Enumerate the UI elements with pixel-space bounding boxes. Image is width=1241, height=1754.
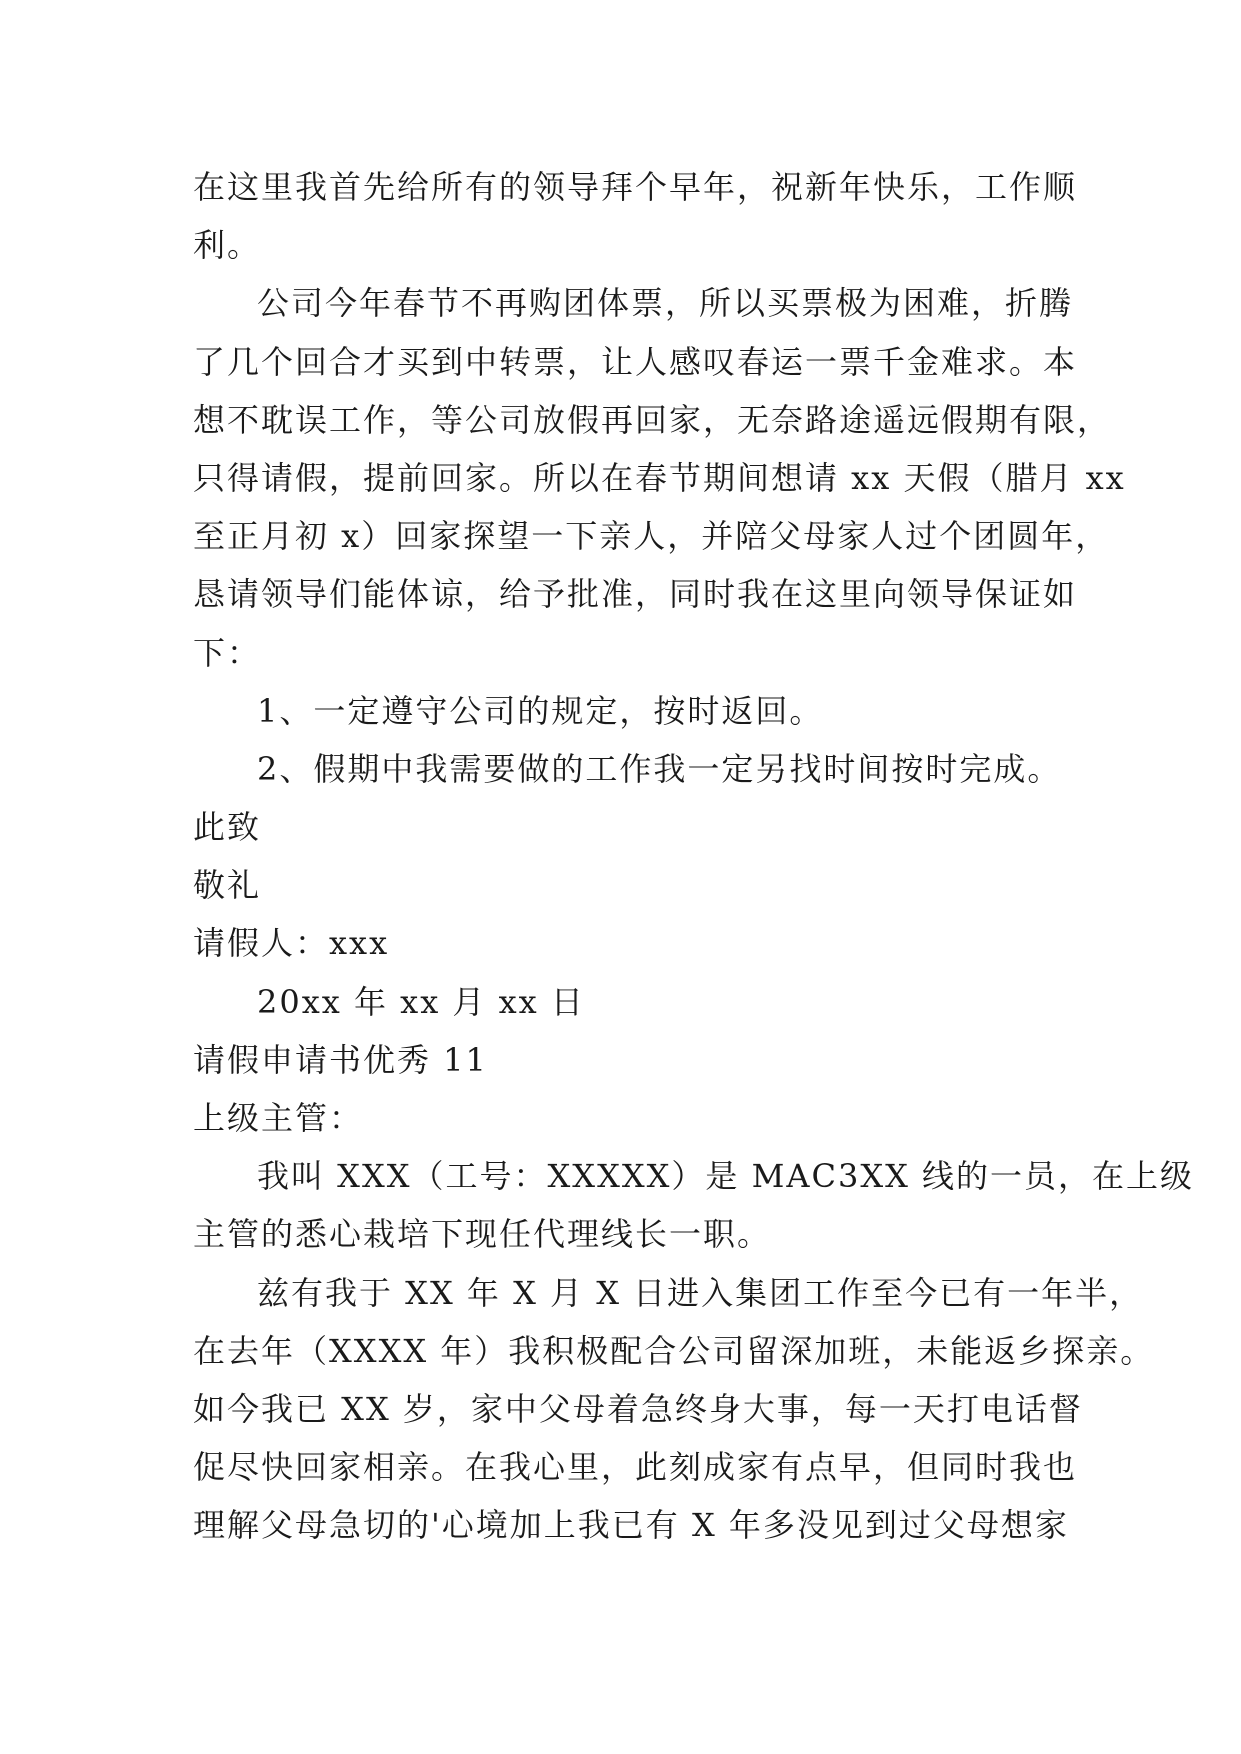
applicant-line: 请假人：xxx xyxy=(193,924,390,963)
text-line: 促尽快回家相亲。在我心里，此刻成家有点早，但同时我也 xyxy=(193,1448,1078,1487)
list-item: 2、假期中我需要做的工作我一定另找时间按时完成。 xyxy=(257,749,1062,788)
text-line: 恳请领导们能体谅，给予批准，同时我在这里向领导保证如 xyxy=(193,575,1078,614)
text-line: 只得请假，提前回家。所以在春节期间想请 xx 天假（腊月 xx xyxy=(193,458,1126,497)
text-line: 了几个回合才买到中转票，让人感叹春运一票千金难求。本 xyxy=(193,342,1078,381)
text-line: 主管的悉心栽培下现任代理线长一职。 xyxy=(193,1215,772,1254)
text-line: 至正月初 x）回家探望一下亲人，并陪父母家人过个团圆年， xyxy=(193,517,1110,556)
text-line: 兹有我于 XX 年 X 月 X 日进入集团工作至今已有一年半， xyxy=(257,1273,1144,1312)
text-line: 在这里我首先给所有的领导拜个早年，祝新年快乐，工作顺 xyxy=(193,168,1078,206)
closing-line: 此致 xyxy=(193,808,262,847)
text-line: 想不耽误工作，等公司放假再回家，无奈路途遥远假期有限， xyxy=(193,400,1112,439)
text-line: 理解父母急切的'心境加上我已有 X 年多没见到过父母想家 xyxy=(193,1506,1069,1545)
section-title: 请假申请书优秀 11 xyxy=(193,1040,488,1079)
document-body xyxy=(193,158,1195,1555)
closing-line: 敬礼 xyxy=(193,866,262,905)
list-item: 1、一定遵守公司的规定，按时返回。 xyxy=(257,691,824,730)
text-line: 在去年（XXXX 年）我积极配合公司留深加班，未能返乡探亲。 xyxy=(193,1331,1155,1370)
text-line: 公司今年春节不再购团体票，所以买票极为困难，折腾 xyxy=(257,284,1074,323)
text-line: 我叫 XXX（工号：XXXXX）是 MAC3XX 线的一员，在上级 xyxy=(257,1157,1195,1196)
text-line: 利。 xyxy=(193,226,262,265)
text-line: 如今我已 XX 岁，家中父母着急终身大事，每一天打电话督 xyxy=(193,1389,1083,1428)
salutation: 上级主管： xyxy=(193,1099,364,1137)
date-line: 20xx 年 xx 月 xx 日 xyxy=(257,982,585,1021)
text-line: 下： xyxy=(193,633,262,672)
